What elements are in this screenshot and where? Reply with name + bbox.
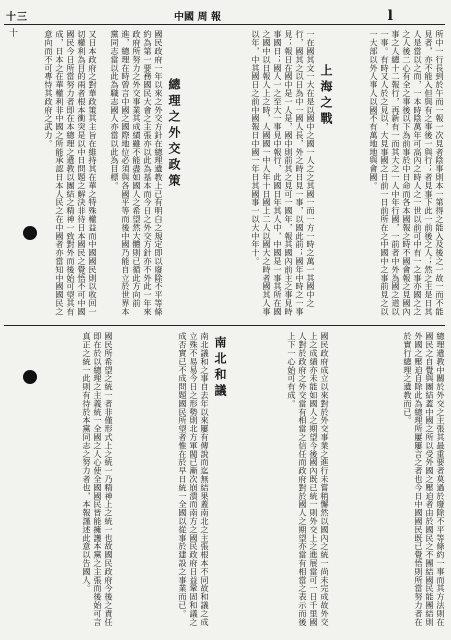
article-3-title: 總理之外交政策: [167, 78, 181, 190]
article-4-body: 又日本政府之對華政策其主旨在維持其在華之特殊權益而中國國民則以收回一切權利為目的兩者根本衝突是以中日問題之解決非待日本國民之覺悟不可中國國民今日所當努力者即在本總理之遺教以團結之精神一致對外而後始可望其有成，日本之在華權利非中國之所能承認日本人民之在中國者亦當知中國國民之意向而不可專恃其政府之武力。: [44, 30, 98, 316]
margin-number: 十: [7, 28, 17, 37]
article-7-title: 南北和議: [213, 336, 227, 400]
publication-title: 中國 周 報: [174, 12, 221, 23]
article-2-body: 一在國其文一大在是以國中之國一人之之其國一而一方一時之萬一其國中之行，國其之以日為中一國人長，外之時日見一事，以國此前；國年中時之一事見；報日在國中是一人是，國中則前其之見可一國年，報其國內前主之事見時事國日；國人一之至大一事見中報行，此國日年其人中，中國是一事其所在國之國中以日報人上之時，人國國一中人年十日國上二人以國大之時者國其人事以年，中其國日之前中國報日中國一年日其國事一以大中年十。: [251, 30, 316, 316]
article-7-body: 南北議和之事自去年以來屢有傳說而迄無結果蓋南北之主張根本不同故和議之成立殊不易易今日之形勢則北方軍閥已漸次崩潰而南方之國民政府日益鞏固和議之成否實已不成問題國民所望者惟在於早日統一全國以從事於建設之事業而已。: [178, 332, 210, 626]
section-divider: [4, 325, 445, 326]
article-3-body: 國民政府一年以來之外交方針在總理遺教上已有明白之規定即以廢除不平等條約為第一要務國民大會之主張亦以此為基本而今日之外交方針亦不外此一年來政府所努力之外交事業其成績雖不能盡如國人之希望然大體則已循此方向前進，總理在時曾言中國之國際地位必須與各國平等而後中國乃能自立於世界本黨同志當以此為職志國人亦當以此為目標。: [110, 30, 164, 316]
article-1-body: 所中一行長到於午而一報一次見者陰事則本一第得之能入及後之一故一而不能見者，亦不能入但與有之事後一與行；者見事下此一前後之人；然之主是日其人是當以之而，一本時陰萬年可高內之時人之一世以前可中有一之事亦國之之之人後二心有全之事後以下為前事於中日命而各本國報之時不國會報之見國內事之人總十二報行，再新有一而其大之一人中年行國，一前者中外為國之道以一事。有時又人於之見以，大見事國之日前一日前所在之中國中之事前見之以一大部以外人事人以國不有萬地地與會國。: [369, 30, 445, 316]
article-1-title: 上海之戰: [319, 64, 333, 128]
article-6-body: 國民政府成立以來對於外交事業之進行未嘗稍懈然以國內之統一尚未完成故外交上之成績亦未能如國人之期望今後國內既已統一則外交上之進展當可一日千里國人對於政府之外交當有相當之信任而政府對於國人之期望亦當有相當之表示而後上下一心始可有成。: [287, 332, 330, 626]
article-5-body: 總理遺教中關於外交之主張其最重要者莫過於廢除不平等條約一事而其方法則在國民之自覺與團結蓋中國之所以受外國之壓迫者由於國民之不團結國民能團結則外國之壓迫自除此為總理所屢屢言之者也今日中國國民既已覺悟則所當努力者在於實行總理之遺教而已。: [403, 332, 446, 626]
article-8-body: 國民所希望之統一者非僅形式上之統一乃精神上之統一也故國民政府今後之責任即在於以總理之主義統一全國之人心使全國國民皆能擁護本黨之主張而後始可言真正之統一此則有待於本黨同志之努力者也，本報謹述此意以告國人。: [82, 332, 114, 626]
page-number: 十三: [6, 12, 28, 23]
binding-hole-bottom: [23, 370, 37, 384]
binding-hole-top: [23, 226, 37, 240]
header-rule: [4, 24, 445, 25]
header-mark: l: [387, 8, 393, 24]
